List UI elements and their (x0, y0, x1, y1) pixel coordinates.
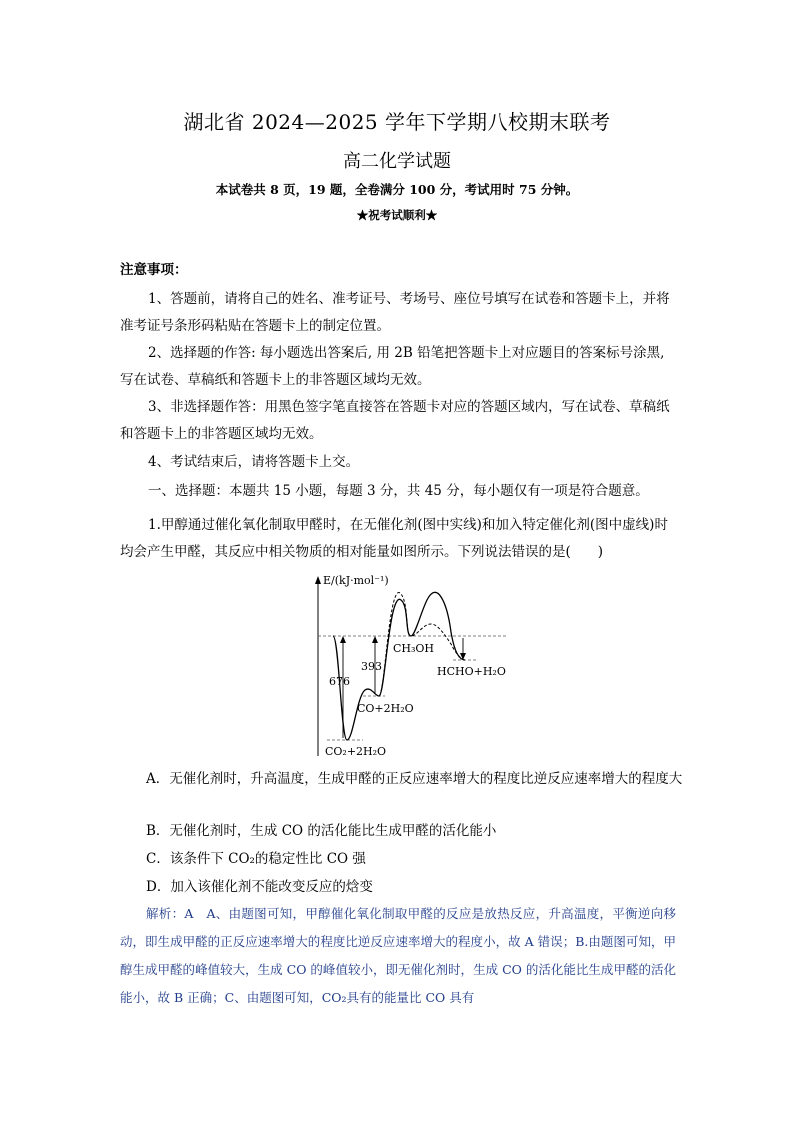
note-item-2: 2、选择题的作答: 每小题选出答案后, 用 2B 铅笔把答题卡上对应题目的答案标号涂黑, 写在试卷、草稿纸和答题卡上的非答题区域均无效。 (120, 345, 665, 388)
note-item-4: 4、考试结束后，请将答题卡上交。 (148, 454, 360, 470)
label-ch3oh: CH₃OH (393, 642, 435, 655)
label-hcho: HCHO+H₂O (437, 665, 506, 678)
value-393: 393 (361, 660, 382, 673)
exam-info: 本试卷共 8 页，19 题，全卷满分 100 分，考试用时 75 分钟。 (215, 182, 579, 197)
analysis-text: 解析：A A、由题图可知，甲醇催化氧化制取甲醛的反应是放热反应，升高温度，平衡逆向移动，即生成甲醛的正反应速率增大的程度比逆反应速率增大的程度小，故 A 错误；B.由题图可知，甲醇生成甲醛的峰值较大，生成 CO 的峰值较小，即无催化剂时，生成 CO 的活化能比生成甲醛的活化能小，故 B 正确；C、由题图可知，CO₂具有的能量比 CO 具有 (120, 906, 676, 1005)
arrow-676-head (340, 636, 346, 643)
y-axis-label: E/(kJ·mol⁻¹) (323, 574, 389, 587)
value-676: 676 (329, 675, 350, 688)
arrow-393-head (372, 636, 378, 643)
label-co: CO+2H₂O (357, 702, 414, 715)
note-item-3: 3、非选择题作答：用黑色签字笔直接答在答题卡对应的答题区域内，写在试卷、草稿纸和答题卡上的非答题区域均无效。 (120, 399, 670, 442)
note-item-1: 1、答题前，请将自己的姓名、准考证号、考场号、座位号填写在试卷和答题卡上，并将准考证号条形码粘贴在答题卡上的制定位置。 (120, 291, 670, 334)
good-luck-line: ★祝考试顺利★ (356, 208, 438, 222)
question-1-stem: 1.甲醇通过催化氧化制取甲醛时，在无催化剂(图中实线)和加入特定催化剂(图中虚线)时均会产生甲醛，其反应中相关物质的相对能量如图所示。下列说法错误的是( ) (120, 517, 668, 560)
notes-heading: 注意事项： (120, 262, 188, 278)
option-d: D．加入该催化剂不能改变反应的焓变 (146, 879, 373, 895)
energy-diagram (305, 572, 525, 762)
section-heading: 一、选择题：本题共 15 小题，每题 3 分，共 45 分，每小题仅有一项是符合题意。 (148, 483, 649, 499)
label-co2: CO₂+2H₂O (325, 745, 387, 758)
page-subtitle: 高二化学试题 (343, 151, 451, 172)
page-title: 湖北省 2024—2025 学年下学期八校期末联考 (183, 110, 611, 134)
option-b: B．无催化剂时，生成 CO 的活化能比生成甲醛的活化能小 (146, 823, 497, 839)
option-c: C．该条件下 CO₂的稳定性比 CO 强 (146, 851, 366, 867)
option-a: A．无催化剂时，升高温度，生成甲醛的正反应速率增大的程度比逆反应速率增大的程度大 (146, 771, 683, 787)
y-axis-arrow (315, 576, 321, 584)
